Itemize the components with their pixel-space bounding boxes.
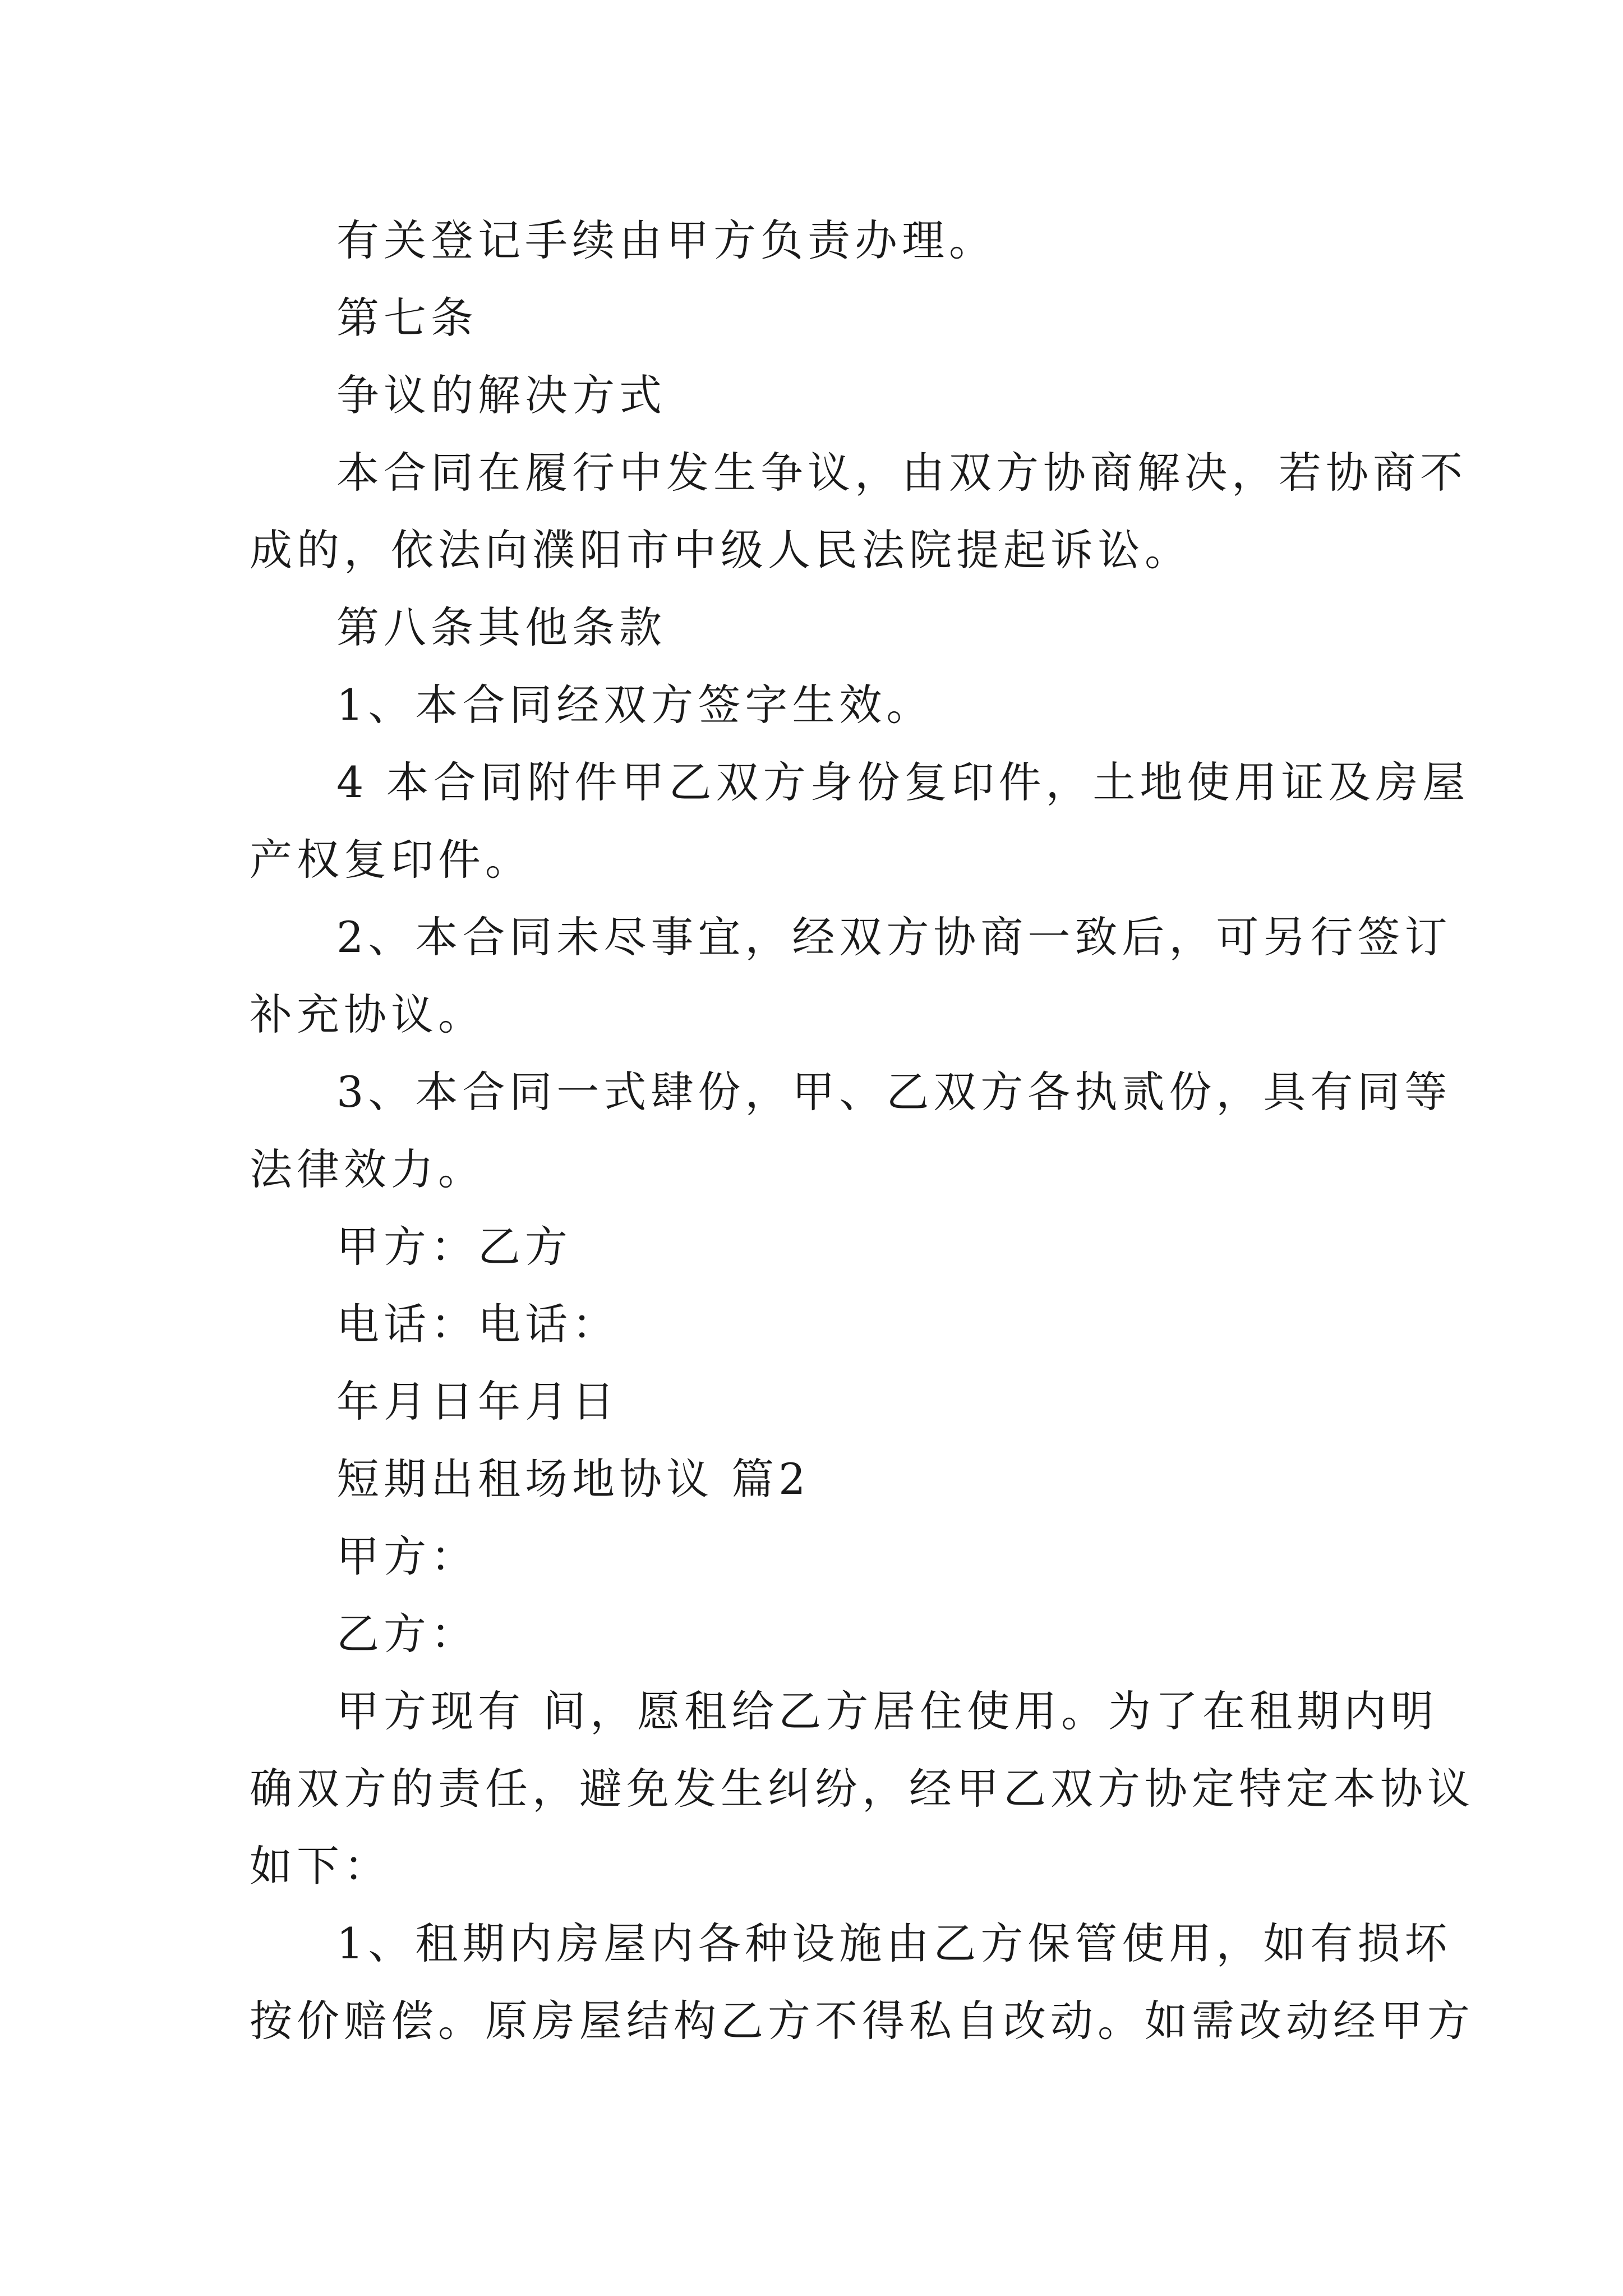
paragraph-line: 法律效力。	[250, 1144, 485, 1194]
article-subheading: 争议的解决方式	[336, 370, 666, 420]
paragraph-line: 如下：	[250, 1841, 391, 1891]
paragraph-line: 成的，依法向濮阳市中级人民法院提起诉讼。	[250, 525, 1192, 575]
party-a-line: 甲方：	[336, 1531, 478, 1581]
article-heading: 第七条	[336, 293, 478, 343]
paragraph-line: 补充协议。	[250, 990, 485, 1039]
party-b-line: 乙方：	[336, 1609, 478, 1659]
phone-line: 电话：电话：	[336, 1299, 619, 1349]
paragraph-line: 3、本合同一式肆份，甲、乙双方各执贰份，具有同等	[336, 1067, 1452, 1117]
paragraph-line: 本合同在履行中发生争议，由双方协商解决，若协商不	[336, 448, 1467, 498]
paragraph-line: 按价赔偿。原房屋结构乙方不得私自改动。如需改动经甲方	[250, 1996, 1474, 2046]
signature-line: 甲方：乙方	[336, 1222, 572, 1272]
paragraph-line: 甲方现有 间，愿租给乙方居住使用。为了在租期内明	[336, 1686, 1438, 1736]
section-title: 短期出租场地协议 篇2	[336, 1454, 810, 1504]
paragraph-line: 有关登记手续由甲方负责办理。	[336, 215, 996, 265]
paragraph-line: 2、本合同未尽事宜，经双方协商一致后，可另行签订	[336, 912, 1452, 962]
paragraph-line: 1、本合同经双方签字生效。	[336, 680, 934, 730]
paragraph-line: 4 本合同附件甲乙双方身份复印件，土地使用证及房屋	[336, 757, 1470, 807]
paragraph-line: 1、租期内房屋内各种设施由乙方保管使用，如有损坏	[336, 1918, 1452, 1968]
date-line: 年月日年月日	[336, 1377, 619, 1427]
article-heading: 第八条其他条款	[336, 602, 666, 652]
document-body	[250, 202, 1474, 2060]
paragraph-line: 产权复印件。	[250, 835, 532, 885]
paragraph-line: 确双方的责任，避免发生纠纷，经甲乙双方协定特定本协议	[250, 1764, 1474, 1814]
